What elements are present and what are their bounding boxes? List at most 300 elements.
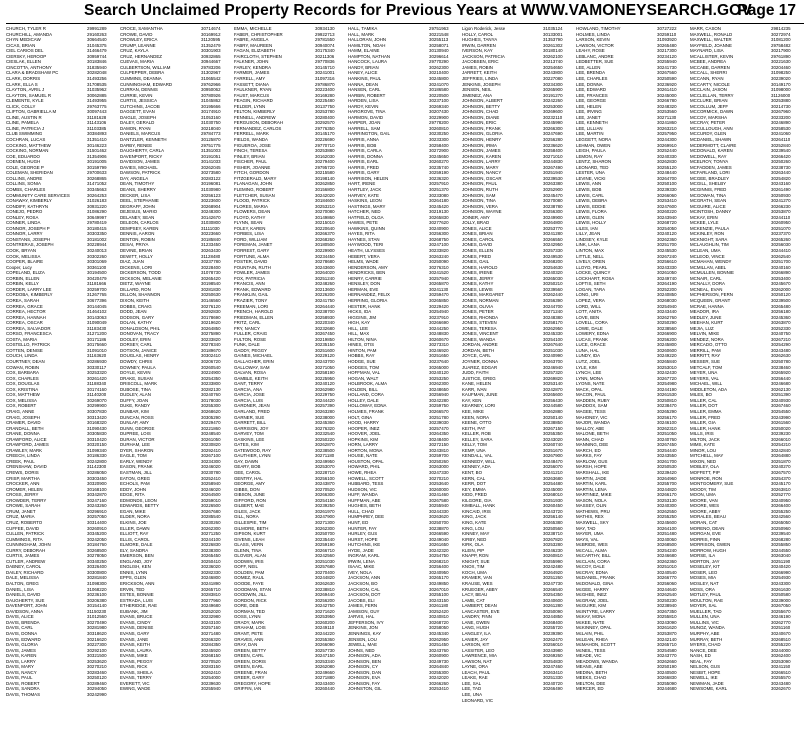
record-id: 30133001 [543,31,563,37]
record-id: 30174160 [87,386,107,392]
record-id: 30169280 [315,92,335,98]
record-id: 30262830 [657,159,677,165]
record-name: LOVE, BEN [576,314,600,320]
record-name: DENTON, ROBIN [120,236,155,242]
record-id: 31045862 [201,98,221,104]
record-id: 30270210 [429,475,449,481]
record-id: 30239000 [771,597,791,603]
record-name: CROSS, JERRY [6,492,39,498]
record-id: 30214730 [771,103,791,109]
record-name: MCKEE, LYLE [690,220,719,226]
record-id: 30250290 [657,320,677,326]
record-name: MESSER, SUE [690,359,721,364]
record-id: 30250140 [543,414,563,420]
record-name: FRENCH, HAROLD [234,309,274,315]
record-id: 30154140 [87,603,107,609]
record-id: 30267350 [657,608,677,614]
record-name: HARDEN, LISA [348,98,379,104]
record-name: LAWSON, NAT [462,658,492,664]
record-name: LEONARD, VIC [462,697,493,703]
record-id: 30269910 [657,142,677,148]
record-id: 30420479 [87,275,107,281]
record-id: 29778200 [429,120,449,126]
record-name: LEWIS, EDDIE [576,203,606,209]
record-id: 30255810 [657,614,677,620]
record-id: 30242480 [543,564,563,570]
record-name: DELANEY, SEAN [120,214,155,220]
record-name: MCGEE, BRADLEY [690,175,730,181]
record-id: 30241460 [429,492,449,498]
record-name: MCCORMICK, DAWN [690,109,734,115]
record-id: 30944667 [201,59,221,65]
record-id: 31030750 [201,120,221,126]
record-id: 30235150 [315,342,335,348]
record-id: 30237910 [429,314,449,320]
record-name: MACON, PAUL [576,392,606,398]
record-id: 30228710 [315,470,335,475]
record-id: 30265480 [771,303,791,309]
record-id: 31098000 [771,87,791,93]
record-id: 30255250 [657,514,677,520]
record-name: LOCKHART, ROSA [576,275,615,281]
record-name: HUNT, ED [348,519,369,525]
record-id: 30184760 [87,542,107,548]
record-id: 30204460 [771,64,791,70]
record-id: 29783206 [201,64,221,70]
record-name: FLORES, MARIA [234,203,268,209]
record-id: 29700633 [87,170,107,176]
record-name: MCCLAIN, JASON [690,87,727,93]
record-name: CONSTANS, JOSEPH [6,236,51,242]
record-name: CORDER, LARRY LEE [6,286,52,292]
record-id: 31353790 [543,37,563,43]
record-name: FORD, WILLIAM [234,236,267,242]
record-name: JOHNSON, BEN [348,658,381,664]
record-id: 30262360 [657,558,677,564]
record-name: FAULKNER, RYAN [234,87,272,93]
record-name: JOYCE, CARL [462,353,491,359]
record-name: EVANS, RICK [120,664,148,670]
record-id: 30257330 [543,248,563,253]
record-name: DELEON, CARLOS [120,220,159,226]
record-id: 30259010 [201,497,221,503]
record-name: GREGORY, HOPE [234,680,271,686]
record-id: 30243300 [771,581,791,586]
record-name: CRAIG, ANNE [6,408,35,414]
record-id: 30226690 [315,137,335,142]
record-name: FABRE, ANGELA [234,37,269,43]
record-id: 30276310 [429,264,449,270]
record-id: 30220640 [315,225,335,231]
record-name: DIETZ, WAYNE [120,281,151,287]
record-id: 30296614 [429,53,449,59]
record-id: 30263680 [543,475,563,481]
record-name: LAMB, CAT [462,597,485,603]
record-id: 30239500 [771,297,791,303]
record-name: HAWES, PETE [348,220,378,226]
record-id: 30245920 [201,647,221,653]
record-id: 30226200 [315,292,335,298]
record-name: MARCH, ED [576,447,601,453]
record-id: 30300800 [87,569,107,575]
record-id: 30186330 [87,453,107,459]
record-id: 30253770 [543,225,563,231]
record-name: NEWMAN, JADE [690,680,724,686]
record-name: JACKSON, PATRICIA [462,53,505,59]
record-id: 30239530 [543,175,563,181]
record-name: MEDLEY, JUNE [690,314,722,320]
record-id: 29770290 [429,59,449,65]
record-name: JONES, NORMAN [462,297,499,303]
record-name: MEEKS, CHAD [576,675,607,681]
record-name: MURRAY, BETH [690,636,723,642]
record-name: LEE, UNA [462,692,483,697]
record-name: LANE, GWEN [462,619,490,625]
record-name: HOOVER, JOEL [348,431,381,437]
record-id: 30137750 [315,103,335,109]
record-name: DARBY, RENEE [120,142,153,148]
record-name: GILES, JACK [234,508,261,514]
record-id: 30245470 [543,192,563,198]
record-id: 30256280 [543,137,563,142]
record-name: DABNEY, CAROL [6,564,42,570]
record-id: 30240810 [429,614,449,620]
record-id: 30273580 [201,170,221,176]
record-name: GIPSON, KURT [234,531,266,537]
record-id: 30230260 [201,519,221,525]
record-name: COX, MELISSA [6,397,37,403]
record-id: 30251700 [657,242,677,248]
record-id: 30240990 [543,353,563,359]
record-id: 30314400 [87,519,107,525]
record-name: JACKSON, DOT [348,592,381,598]
record-id: 30253880 [771,98,791,104]
record-id: 29780419 [87,220,107,226]
record-id: 30240600 [543,597,563,603]
record-id: 30247690 [543,131,563,137]
record-name: HARRINGTON, GAIL [348,131,390,137]
record-id: 31045375 [87,42,107,48]
record-name: HOLMES, FRANK [348,408,384,414]
record-name: MCDOWELL, RAY [690,153,727,159]
record-name: MANN, CHAD [576,436,604,442]
record-name: FEAGIN, RICHARD [234,98,273,104]
record-id: 30229900 [315,248,335,253]
record-name: HINES, OTIS [348,342,375,348]
record-id: 30261050 [657,270,677,276]
record-id: 30263810 [771,486,791,492]
record-name: MONROE, RON [690,475,722,481]
record-name: FRANK, EDWARD [234,286,271,292]
record-name: LOWE, DALE [576,325,603,331]
record-id: 30245360 [771,314,791,320]
record-id: 30254820 [771,175,791,181]
record-id: 30262400 [771,653,791,659]
record-id: 30258190 [315,370,335,376]
record-name: GATEWOOD, RAY [234,447,271,453]
record-name: HESTER, HANK [348,303,381,309]
record-id: 30215010 [315,220,335,226]
record-id: 30294050 [87,686,107,692]
record-name: LEE, IRVING [576,109,602,115]
record-id: 30245530 [657,248,677,253]
record-name: JOHNSON, DAN [348,669,382,675]
record-name: HARDY, KEVIN [348,103,379,109]
record-id: 30236620 [543,142,563,148]
record-name: DAVIS, THOMAS [6,692,40,697]
record-id: 30251390 [771,392,791,398]
record-id: 30256610 [657,259,677,265]
record-name: LARSON, KEVIN [576,37,610,43]
record-id: 30262880 [543,408,563,414]
record-id: 31140200 [87,392,107,398]
record-id: 30229470 [201,420,221,426]
record-id: 30248400 [429,436,449,442]
record-id: 31163620 [87,353,107,359]
record-id: 30268720 [657,220,677,226]
record-name: EDDY, JOHN [120,486,147,492]
record-name: KINNEY, MAY [462,531,490,537]
record-name: HOLMES, LINDA [576,31,610,37]
record-id: 30243440 [657,309,677,315]
record-id: 30258071 [429,42,449,48]
record-name: MAJOR, WANDA [576,420,610,426]
record-name: JACKSON, ANN [348,575,381,581]
record-name: KIRK, OLA [462,542,484,548]
record-id: 30239560 [543,286,563,292]
record-name: GRAHAM, LOIS [234,625,266,631]
record-id: 30249680 [201,603,221,609]
record-name: JONES, STEVEN [462,320,497,326]
record-id: 30261620 [657,625,677,631]
record-name: JOHNSON, KAREN [462,153,502,159]
record-id: 30239020 [771,75,791,81]
record-name: GREER, GARY [234,675,265,681]
record-name: HARBIN, ROBERT [348,92,386,98]
record-id: 30649997 [87,214,107,220]
record-id: 30271880 [315,675,335,681]
record-name: CREECH, LINDA [6,453,40,459]
record-name: HARPER, JOAN [348,120,381,126]
record-name: LACY, BEAU [462,592,488,598]
record-id: 30244220 [315,630,335,636]
record-id: 30259700 [429,453,449,459]
record-id: 30248300 [201,209,221,215]
record-name: DAVIS, NANCY [6,669,37,675]
record-id: 30219130 [429,209,449,215]
record-name: HENDRICKS, BEN [348,270,386,276]
record-name: KENNEDY, WILL [462,458,496,464]
record-name: DAVIS, BRENDA [6,619,40,625]
record-id: 30250190 [657,664,677,670]
record-name: CRUZ, KAYLA [120,48,149,54]
record-name: COSTELLO, PATRICK [6,342,51,348]
record-id: 30262630 [771,353,791,359]
record-id: 30256300 [543,209,563,215]
record-id: 30262470 [543,636,563,642]
record-name: FASSETT, DIANA [234,81,269,87]
record-id: 30262850 [315,181,335,187]
record-name: COX, ROBERT [6,403,37,409]
record-id: 30251160 [771,625,791,631]
record-name: COX, CHARLES [6,375,39,381]
record-name: McCLAIN, CORA [576,558,610,564]
record-id: 30250530 [657,464,677,470]
record-name: ELKINS, JOE [120,519,147,525]
record-id: 30250020 [771,425,791,431]
record-id: 30248830 [429,331,449,337]
record-name: HELMS, WADE [348,259,379,265]
record-id: 30175660 [87,342,107,348]
record-id: 30253070 [315,464,335,470]
record-id: 30256180 [771,309,791,315]
record-name: KRUEGER, ABBY [462,586,498,592]
record-id: 30934130 [315,26,335,31]
record-id: 30931220 [87,203,107,209]
record-id: 29922713 [315,31,335,37]
record-id: 30251650 [429,353,449,359]
record-id: 30361100 [87,264,107,270]
record-id: 30238000 [315,414,335,420]
record-name: CIERSKY, HEROOP [6,53,47,59]
record-name: KIRBY, NED [462,536,487,542]
record-id: 30258930 [315,314,335,320]
record-id: 31183430 [87,325,107,331]
record-id: 30254550 [771,408,791,414]
record-name: HILL, MAX [348,331,370,337]
record-name: MELVIN, MIKE [690,331,720,337]
record-name: JOHNSON, SAM [462,192,496,198]
record-column [348,26,462,732]
record-name: LYNN, MONA [576,375,603,381]
record-name: DAGGETT, EVAN [120,109,155,115]
record-name: McNEIL, TESS [576,647,606,653]
record-name: ERVIN, TED [120,586,145,592]
record-id: 30266780 [657,98,677,104]
record-id: 30268280 [771,536,791,542]
record-id: 31188340 [87,381,107,387]
record-name: MIDDLETON, ADA [690,386,728,392]
record-id: 30253410 [429,686,449,692]
record-id: 30255990 [543,558,563,564]
record-id: 30318620 [87,630,107,636]
record-name: HAMPTON, NATHAN [348,53,391,59]
record-name: LEE, CHARLES [576,75,608,81]
record-name: CONNER, LINDA [6,220,41,226]
record-name: MATHIS, REX [576,514,604,520]
record-id: 30261700 [657,458,677,464]
record-name: LASSITER, LEO [462,647,495,653]
record-id: 30262550 [657,508,677,514]
record-name: JOHNSON, CY [348,664,379,670]
record-id: 30253870 [657,630,677,636]
record-id: 30250700 [315,531,335,537]
record-id: 30677396 [87,297,107,303]
record-name: FOSTER, DAVID [234,259,268,265]
record-name: McKEE, NATE [576,619,605,625]
record-id: 30258050 [429,625,449,631]
record-id: 30257730 [315,647,335,653]
record-name: McCARTHY, BILL [576,553,611,559]
record-name: MCDERMOTT, CLAIRE [690,142,737,148]
record-name: CHURCHILL, AMANDA [6,31,53,37]
record-name: LIVELY, OREN [576,259,606,265]
record-name: HANNA, DEAN [348,81,379,87]
record-name: JOHNSON, PAUL [462,181,498,187]
record-name: LOGAN, TARA [576,286,606,292]
record-name: FISCHER, PAUL [234,159,267,165]
record-id: 30229750 [315,392,335,398]
record-name: LORD, WILL [576,303,601,309]
record-name: EATON, GREG [120,475,151,481]
record-name: LEE, EDWARD [576,87,607,93]
record-name: MORALES, BEAU [690,514,726,520]
record-name: HOLLEY, DALE [348,397,379,403]
record-id: 30262870 [315,442,335,448]
record-name: MCDONALD, KAREN [690,148,733,154]
record-id: 29758482 [771,42,791,48]
record-id: 30242840 [771,447,791,453]
record-name: MARR, CASON [690,26,721,31]
record-name: CONAWAY, KIMBERLY [6,198,52,204]
record-id: 30262300 [429,381,449,387]
record-name: LEE, TAD [462,686,482,692]
record-id: 30266060 [657,192,677,198]
record-name: MADDEN, RUBY [576,397,610,403]
record-id: 30244850 [543,614,563,620]
record-id: 30220500 [429,92,449,98]
record-id: 30244640 [657,586,677,592]
record-name: LEE, BRENDA [576,70,606,76]
record-id: 30206380 [87,597,107,603]
record-name: LUNDY, IDA [576,353,601,359]
record-id: 30265030 [543,275,563,281]
record-name: DICKENS, LORI [120,264,153,270]
record-id: 30240670 [771,630,791,636]
record-name: DILLON, SHANNON [120,292,161,298]
record-name: ENNIS, LYNN [120,569,148,575]
record-name: DUNN, GEORGE [120,425,155,431]
record-id: 30263430 [201,248,221,253]
record-name: GREEN, CARL [234,653,264,659]
record-name: GEE, CAROL [234,470,261,475]
record-id: 30268210 [429,558,449,564]
record-name: JOHNSON, TINA [462,198,496,204]
record-id: 30249530 [543,253,563,259]
record-id: 30225480 [315,98,335,104]
record-name: DOYLE, KEVIN [120,370,151,376]
record-id: 30180415 [87,225,107,231]
record-name: ESTES, BONNIE [120,592,154,598]
record-id: 31098250 [771,70,791,76]
record-name: FARLEY, KENDRA [234,64,272,70]
record-id: 30265050 [771,519,791,525]
record-name: LINDSEY, KYLE [576,236,608,242]
record-id: 30257940 [429,275,449,281]
record-id: 30265850 [429,297,449,303]
record-name: COURTNEY, DEAN [6,359,45,364]
record-id: 30189670 [201,347,221,353]
record-name: DOLAN, KATHY [120,320,152,326]
record-id: 30273310 [429,342,449,348]
record-name: HANSEN, CARL [348,87,381,93]
record-name: LOTT, ANITA [576,309,602,315]
record-name: MCKENZIE, PAULA [690,225,730,231]
record-id: 30241070 [429,81,449,87]
record-name: FRANCIS, ANN [234,281,265,287]
record-id: 30262300 [315,525,335,531]
record-id: 30226500 [201,503,221,509]
